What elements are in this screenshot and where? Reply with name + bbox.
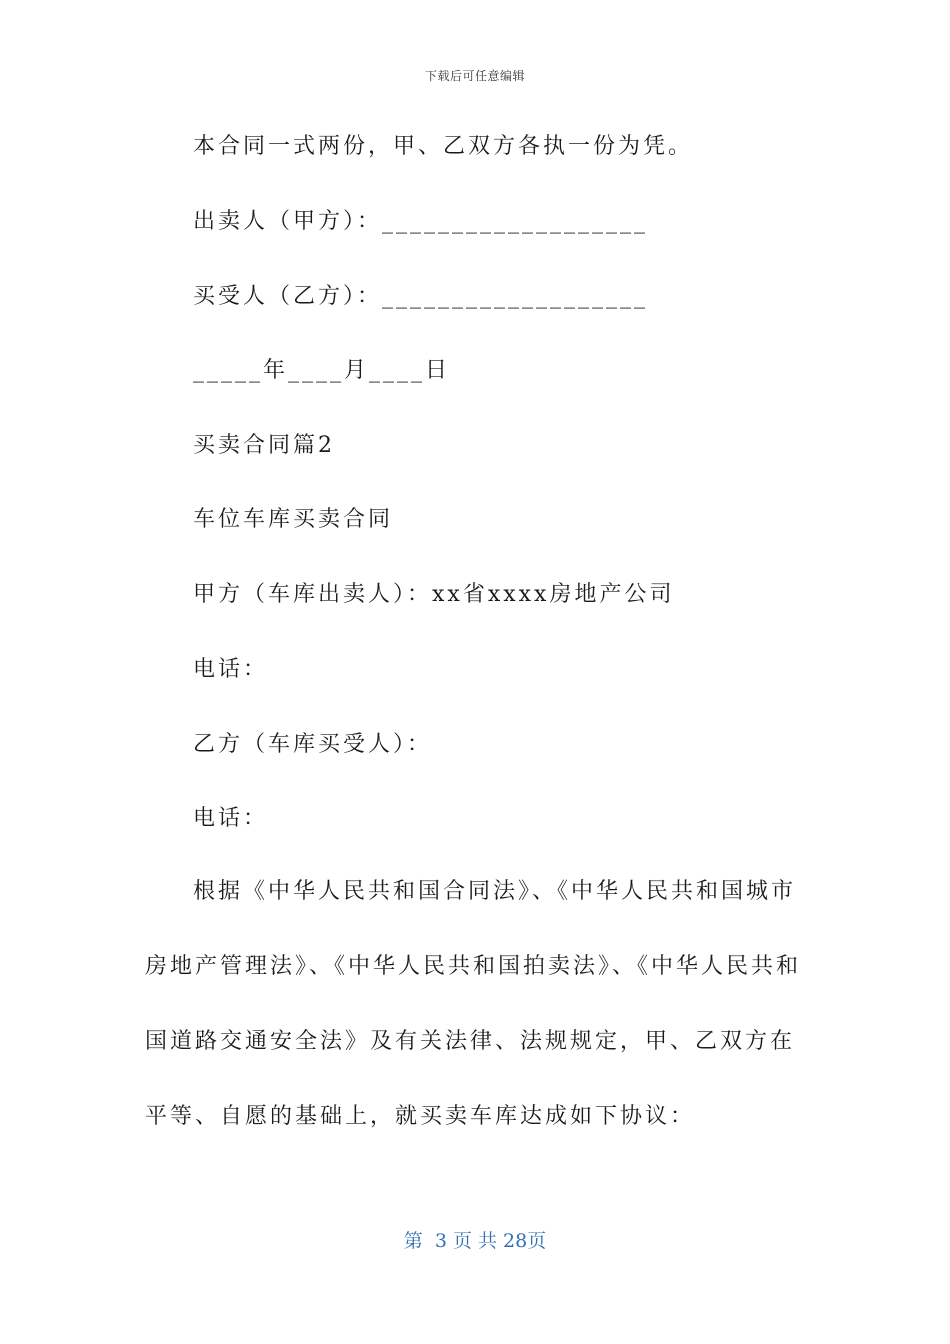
party-b-line: 乙方（车库买受人）： xyxy=(193,732,433,757)
contract-title: 车位车库买卖合同 xyxy=(193,507,394,532)
date-line: _____年____月____日 xyxy=(193,358,451,383)
contract-copies-line: 本合同一式两份，甲、乙双方各执一份为凭。 xyxy=(193,134,694,159)
party-a-line: 甲方（车库出卖人）：xx省xxxx房地产公司 xyxy=(193,582,675,607)
preamble-text: 根据《中华人民共和国合同法》、《中华人民共和国城市房地产管理法》、《中华人民共和国拍卖法》、《中华人民共和国道路交通安全法》及有关法律、法规规定，甲、乙双方在平等、自愿的基础上，就买卖车库达成如下协议： xyxy=(145,879,802,1129)
page-footer: 第 3 页 共 28页 xyxy=(403,1230,547,1252)
party-b-phone: 电话： xyxy=(193,806,269,831)
seller-signature-line: 出卖人（甲方）：___________________ xyxy=(193,209,649,234)
buyer-signature-line: 买受人（乙方）：___________________ xyxy=(193,284,649,309)
preamble-paragraph xyxy=(145,854,805,1154)
section-title: 买卖合同篇2 xyxy=(193,433,335,458)
page-header: 下载后可任意编辑 xyxy=(424,69,525,83)
party-a-phone: 电话： xyxy=(193,657,269,682)
